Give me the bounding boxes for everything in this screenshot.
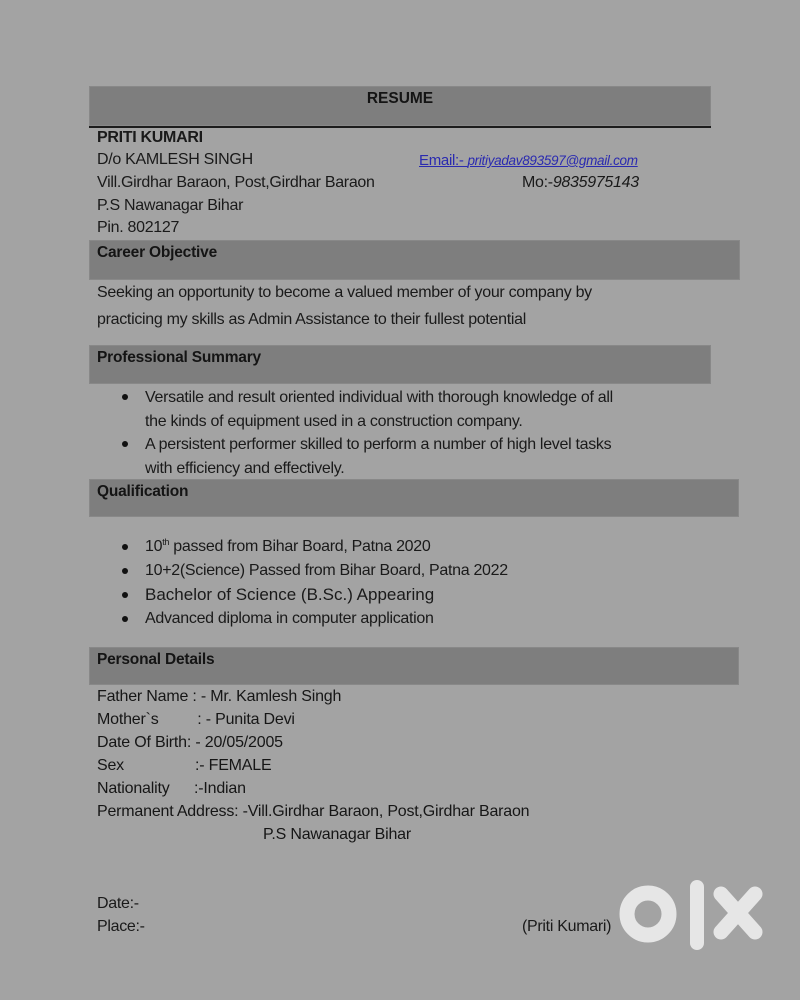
bullet-icon bbox=[122, 394, 128, 400]
relation-line: D/o KAMLESH SINGH bbox=[97, 151, 253, 168]
personal-detail-address-line-2: P.S Nawanagar Bihar bbox=[263, 826, 411, 843]
section-title-personal-details: Personal Details bbox=[97, 651, 215, 668]
signature-name: (Priti Kumari) bbox=[522, 918, 612, 935]
qualification-item: 10+2(Science) Passed from Bihar Board, Patna 2022 bbox=[119, 559, 508, 583]
personal-detail-nationality: Nationality :-Indian bbox=[97, 780, 246, 797]
address-line-1: Vill.Girdhar Baraon, Post,Girdhar Baraon bbox=[97, 174, 375, 191]
mobile-number: 9835975143 bbox=[552, 174, 639, 191]
personal-detail-mother: Mother`s : - Punita Devi bbox=[97, 711, 295, 728]
bullet-icon bbox=[122, 616, 128, 622]
qualification-item: 10th passed from Bihar Board, Patna 2020 bbox=[119, 535, 508, 559]
personal-detail-dob: Date Of Birth: - 20/05/2005 bbox=[97, 734, 283, 751]
resume-title-bar bbox=[89, 86, 711, 126]
section-bar-career-objective bbox=[89, 240, 740, 280]
personal-detail-father: Father Name : - Mr. Kamlesh Singh bbox=[97, 688, 342, 705]
section-bar-personal-details bbox=[89, 647, 739, 685]
email-label: Email:- bbox=[419, 152, 468, 169]
personal-detail-address: Permanent Address: -Vill.Girdhar Baraon, Post,Girdhar Baraon bbox=[97, 803, 530, 820]
resume-title: RESUME bbox=[366, 90, 434, 107]
olx-watermark-logo bbox=[618, 872, 768, 952]
candidate-name: PRITI KUMARI bbox=[97, 129, 203, 146]
section-title-qualification: Qualification bbox=[97, 483, 189, 500]
olx-logo-icon bbox=[618, 872, 768, 952]
summary-item: Versatile and result oriented individual with thorough knowledge of all the kinds of equipment used in a construction company. bbox=[119, 386, 613, 433]
mobile-label: Mo:- bbox=[522, 174, 553, 191]
mobile-line bbox=[522, 174, 639, 192]
career-objective-line-2: practicing my skills as Admin Assistance to their fullest potential bbox=[97, 311, 526, 328]
qualification-item: Bachelor of Science (B.Sc.) Appearing bbox=[119, 583, 508, 607]
qualification-item: Advanced diploma in computer application bbox=[119, 607, 508, 631]
section-title-career-objective: Career Objective bbox=[97, 244, 218, 261]
bullet-icon bbox=[122, 592, 128, 598]
personal-detail-sex: Sex :- FEMALE bbox=[97, 757, 272, 774]
section-bar-professional-summary bbox=[89, 345, 711, 384]
date-label: Date:- bbox=[97, 895, 139, 912]
place-label: Place:- bbox=[97, 918, 145, 935]
professional-summary-list bbox=[119, 386, 613, 480]
email-address: pritiyadav893597@gmail.com bbox=[467, 153, 638, 168]
section-title-professional-summary: Professional Summary bbox=[97, 349, 261, 366]
title-underline-divider bbox=[89, 126, 711, 128]
career-objective-line-1: Seeking an opportunity to become a valued member of your company by bbox=[97, 284, 592, 301]
bullet-icon bbox=[122, 441, 128, 447]
pin-code: Pin. 802127 bbox=[97, 219, 180, 236]
email-link[interactable] bbox=[419, 152, 638, 170]
section-bar-qualification bbox=[89, 479, 739, 517]
summary-item: A persistent performer skilled to perform a number of high level tasks with efficiency and effectively. bbox=[119, 433, 613, 480]
bullet-icon bbox=[122, 544, 128, 550]
address-line-2: P.S Nawanagar Bihar bbox=[97, 197, 244, 214]
bullet-icon bbox=[122, 568, 128, 574]
qualification-list bbox=[119, 535, 508, 631]
